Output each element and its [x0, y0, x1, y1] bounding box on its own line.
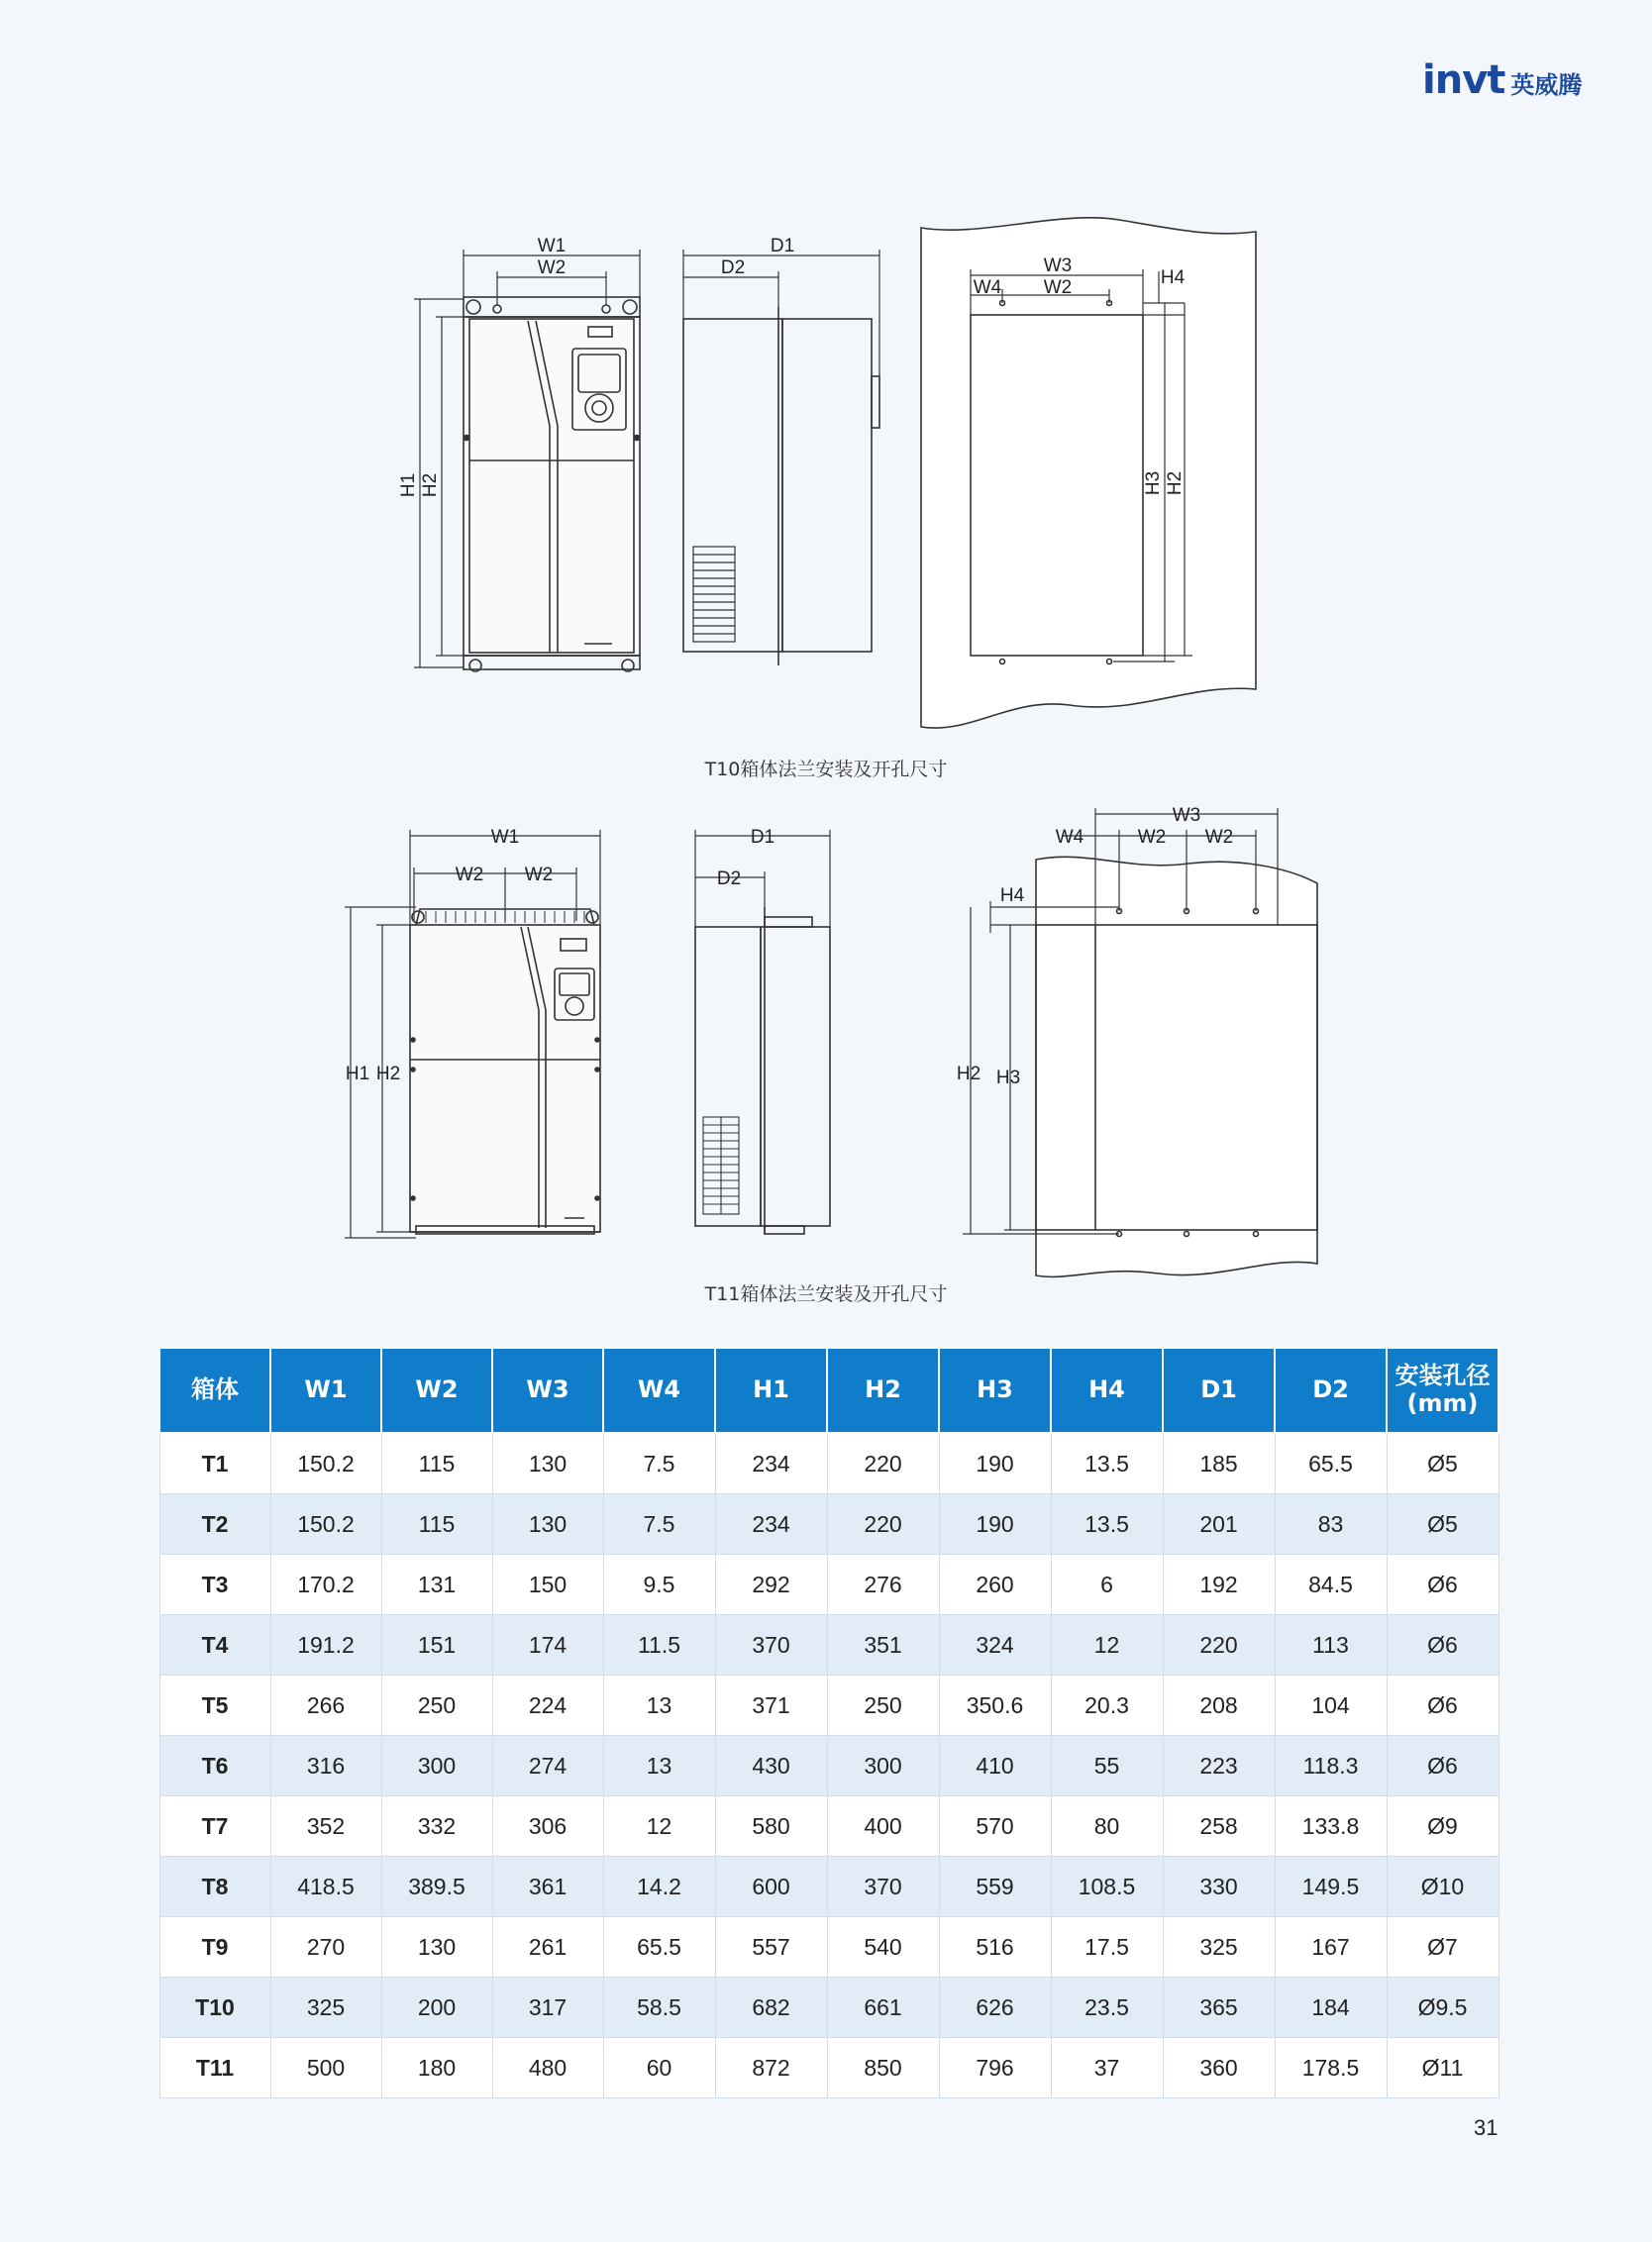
table-cell: Ø5 [1387, 1494, 1498, 1555]
row-model-cell: T7 [159, 1796, 270, 1857]
page-number: 31 [1474, 2115, 1498, 2140]
t11-label-w3: W3 [1172, 805, 1201, 826]
table-cell: 118.3 [1275, 1736, 1387, 1796]
table-row [159, 1494, 1498, 1555]
table-cell: 13 [603, 1676, 715, 1736]
row-model-cell: T3 [159, 1555, 270, 1615]
table-cell: Ø6 [1387, 1676, 1498, 1736]
table-cell: 133.8 [1275, 1796, 1387, 1857]
table-cell: 516 [939, 1917, 1051, 1978]
t10-caption: T10箱体法兰安装及开孔尺寸 [704, 759, 948, 780]
table-cell: 55 [1051, 1736, 1163, 1796]
t11-label-w4: W4 [1055, 827, 1084, 848]
t10-label-h1: H1 [398, 472, 419, 498]
table-cell: 500 [270, 2038, 381, 2098]
t10-label-h2: H2 [420, 472, 441, 498]
row-model-cell: T1 [159, 1433, 270, 1494]
t10-label-w1: W1 [537, 236, 567, 256]
table-cell: 430 [715, 1736, 827, 1796]
table-cell: 13.5 [1051, 1494, 1163, 1555]
table-cell: 410 [939, 1736, 1051, 1796]
table-cell: 224 [492, 1676, 603, 1736]
header-cell: W2 [381, 1348, 492, 1433]
table-cell: 151 [381, 1615, 492, 1676]
table-cell: 220 [1163, 1615, 1275, 1676]
table-cell: 325 [270, 1978, 381, 2038]
table-cell: 300 [827, 1736, 939, 1796]
table-cell: 65.5 [603, 1917, 715, 1978]
table-cell: 12 [603, 1796, 715, 1857]
table-cell: 11.5 [603, 1615, 715, 1676]
table-cell: 250 [827, 1676, 939, 1736]
t11-front-view [410, 909, 600, 1234]
table-row [159, 1978, 1498, 2038]
table-cell: 570 [939, 1796, 1051, 1857]
table-cell: 661 [827, 1978, 939, 2038]
row-model-cell: T8 [159, 1857, 270, 1917]
header-cell: W4 [603, 1348, 715, 1433]
t10-label-h3: H3 [1143, 470, 1164, 496]
table-cell: 580 [715, 1796, 827, 1857]
table-cell: 260 [939, 1555, 1051, 1615]
table-cell: 332 [381, 1796, 492, 1857]
t10-label-d2: D2 [720, 257, 746, 278]
table-row [159, 1433, 1498, 1494]
t11-side-view [695, 907, 830, 1234]
table-cell: 104 [1275, 1676, 1387, 1736]
table-row [159, 1676, 1498, 1736]
table-cell: 174 [492, 1615, 603, 1676]
table-cell: 185 [1163, 1433, 1275, 1494]
table-cell: 14.2 [603, 1857, 715, 1917]
row-model-cell: T10 [159, 1978, 270, 2038]
row-model-cell: T5 [159, 1676, 270, 1736]
table-cell: 180 [381, 2038, 492, 2098]
header-cell: H4 [1051, 1348, 1163, 1433]
t10-cutout-view [921, 218, 1256, 728]
table-cell: 130 [381, 1917, 492, 1978]
table-cell: 300 [381, 1736, 492, 1796]
table-cell: Ø6 [1387, 1555, 1498, 1615]
t11-caption: T11箱体法兰安装及开孔尺寸 [704, 1283, 948, 1305]
table-cell: Ø10 [1387, 1857, 1498, 1917]
table-cell: 371 [715, 1676, 827, 1736]
table-cell: 250 [381, 1676, 492, 1736]
row-model-cell: T6 [159, 1736, 270, 1796]
table-cell: 266 [270, 1676, 381, 1736]
table-cell: 682 [715, 1978, 827, 2038]
table-cell: 389.5 [381, 1857, 492, 1917]
table-body [159, 1433, 1498, 2098]
table-cell: 65.5 [1275, 1433, 1387, 1494]
t11-label-h2: H2 [375, 1064, 401, 1084]
table-cell: 115 [381, 1494, 492, 1555]
t11-label-w2b: W2 [524, 865, 554, 885]
header-cell-hole-diameter [1387, 1348, 1498, 1433]
table-cell: 317 [492, 1978, 603, 2038]
table-row [159, 1857, 1498, 1917]
table-cell: 23.5 [1051, 1978, 1163, 2038]
t11-label-w2a: W2 [455, 865, 484, 885]
table-cell: Ø6 [1387, 1615, 1498, 1676]
table-cell: 540 [827, 1917, 939, 1978]
table-cell: 418.5 [270, 1857, 381, 1917]
row-model-cell: T4 [159, 1615, 270, 1676]
table-cell: Ø9.5 [1387, 1978, 1498, 2038]
table-row [159, 1555, 1498, 1615]
table-cell: 292 [715, 1555, 827, 1615]
table-cell: 178.5 [1275, 2038, 1387, 2098]
table-cell: 330 [1163, 1857, 1275, 1917]
table-cell: 108.5 [1051, 1857, 1163, 1917]
table-cell: 325 [1163, 1917, 1275, 1978]
table-cell: 6 [1051, 1555, 1163, 1615]
row-model-cell: T11 [159, 2038, 270, 2098]
table-cell: 350.6 [939, 1676, 1051, 1736]
table-cell: 351 [827, 1615, 939, 1676]
row-model-cell: T2 [159, 1494, 270, 1555]
table-cell: 84.5 [1275, 1555, 1387, 1615]
t10-side-dimensions [683, 250, 879, 376]
t11-label-h1: H1 [345, 1064, 370, 1084]
table-row [159, 2038, 1498, 2098]
table-row [159, 1736, 1498, 1796]
table-cell: 37 [1051, 2038, 1163, 2098]
table-cell: 276 [827, 1555, 939, 1615]
table-cell: 234 [715, 1494, 827, 1555]
table-cell: Ø5 [1387, 1433, 1498, 1494]
table-cell: 190 [939, 1433, 1051, 1494]
table-cell: 130 [492, 1433, 603, 1494]
brand-logo-latin: invt [1422, 57, 1505, 103]
table-cell: 60 [603, 2038, 715, 2098]
table-cell: 361 [492, 1857, 603, 1917]
header-cell: 箱体 [159, 1348, 270, 1433]
table-cell: 80 [1051, 1796, 1163, 1857]
t10-label-h2: H2 [1165, 470, 1186, 496]
table-cell: 600 [715, 1857, 827, 1917]
dimension-table [158, 1347, 1499, 2098]
table-cell: 113 [1275, 1615, 1387, 1676]
t11-label-d2: D2 [716, 868, 742, 889]
table-cell: 192 [1163, 1555, 1275, 1615]
table-cell: 316 [270, 1736, 381, 1796]
header-hole-line2: (mm) [1406, 1389, 1479, 1417]
t10-side-view [683, 307, 879, 665]
t11-label-w2a: W2 [1137, 827, 1167, 848]
header-cell: D2 [1275, 1348, 1387, 1433]
table-cell: 190 [939, 1494, 1051, 1555]
table-cell: 480 [492, 2038, 603, 2098]
header-cell: W3 [492, 1348, 603, 1433]
t10-label-d1: D1 [770, 236, 795, 256]
table-cell: 352 [270, 1796, 381, 1857]
table-cell: 220 [827, 1494, 939, 1555]
table-cell: 150.2 [270, 1433, 381, 1494]
table-cell: 400 [827, 1796, 939, 1857]
table-cell: 234 [715, 1433, 827, 1494]
table-cell: 9.5 [603, 1555, 715, 1615]
table-cell: 130 [492, 1494, 603, 1555]
t10-label-w4: W4 [973, 277, 1002, 298]
t11-label-w2b: W2 [1204, 827, 1234, 848]
table-cell: 149.5 [1275, 1857, 1387, 1917]
table-cell: 261 [492, 1917, 603, 1978]
table-cell: 220 [827, 1433, 939, 1494]
header-hole-line1: 安装孔径 [1394, 1362, 1491, 1390]
table-cell: 131 [381, 1555, 492, 1615]
table-cell: 324 [939, 1615, 1051, 1676]
table-cell: Ø9 [1387, 1796, 1498, 1857]
table-cell: 370 [715, 1615, 827, 1676]
table-cell: 7.5 [603, 1494, 715, 1555]
t10-label-w3: W3 [1043, 255, 1073, 276]
table-cell: 17.5 [1051, 1917, 1163, 1978]
table-cell: 7.5 [603, 1433, 715, 1494]
header-cell: W1 [270, 1348, 381, 1433]
table-cell: 150 [492, 1555, 603, 1615]
table-cell: 115 [381, 1433, 492, 1494]
t10-label-h4: H4 [1160, 267, 1186, 288]
table-row [159, 1615, 1498, 1676]
table-cell: 274 [492, 1736, 603, 1796]
table-cell: 557 [715, 1917, 827, 1978]
t11-label-h3: H3 [995, 1068, 1021, 1088]
table-cell: 167 [1275, 1917, 1387, 1978]
header-cell: D1 [1163, 1348, 1275, 1433]
header-cell: H2 [827, 1348, 939, 1433]
table-cell: 13 [603, 1736, 715, 1796]
t10-label-w2: W2 [1043, 277, 1073, 298]
table-cell: Ø6 [1387, 1736, 1498, 1796]
table-row [159, 1917, 1498, 1978]
header-cell: H1 [715, 1348, 827, 1433]
table-cell: 270 [270, 1917, 381, 1978]
t10-front-view [464, 297, 640, 671]
table-cell: Ø11 [1387, 2038, 1498, 2098]
table-header-row [159, 1348, 1498, 1433]
table-cell: 626 [939, 1978, 1051, 2038]
table-cell: 559 [939, 1857, 1051, 1917]
t10-label-w2: W2 [537, 257, 567, 278]
row-model-cell: T9 [159, 1917, 270, 1978]
t11-label-w1: W1 [490, 827, 520, 848]
table-cell: 360 [1163, 2038, 1275, 2098]
table-cell: 12 [1051, 1615, 1163, 1676]
table-cell: 850 [827, 2038, 939, 2098]
table-cell: 13.5 [1051, 1433, 1163, 1494]
table-cell: 872 [715, 2038, 827, 2098]
table-cell: 258 [1163, 1796, 1275, 1857]
table-cell: 170.2 [270, 1555, 381, 1615]
table-cell: 208 [1163, 1676, 1275, 1736]
table-cell: 200 [381, 1978, 492, 2038]
t11-label-h2: H2 [956, 1064, 981, 1084]
t11-label-h4: H4 [999, 885, 1025, 906]
table-row [159, 1796, 1498, 1857]
table-cell: 365 [1163, 1978, 1275, 2038]
table-cell: 20.3 [1051, 1676, 1163, 1736]
table-cell: 223 [1163, 1736, 1275, 1796]
t11-cutout-view [1036, 857, 1317, 1276]
table-cell: 184 [1275, 1978, 1387, 2038]
brand-logo-chinese: 英威腾 [1510, 71, 1583, 99]
t11-label-d1: D1 [750, 827, 775, 848]
table-cell: 58.5 [603, 1978, 715, 2038]
table-cell: 370 [827, 1857, 939, 1917]
table-cell: 796 [939, 2038, 1051, 2098]
table-cell: 306 [492, 1796, 603, 1857]
table-cell: 201 [1163, 1494, 1275, 1555]
table-cell: Ø7 [1387, 1917, 1498, 1978]
table-cell: 191.2 [270, 1615, 381, 1676]
table-cell: 83 [1275, 1494, 1387, 1555]
header-cell: H3 [939, 1348, 1051, 1433]
table-cell: 150.2 [270, 1494, 381, 1555]
